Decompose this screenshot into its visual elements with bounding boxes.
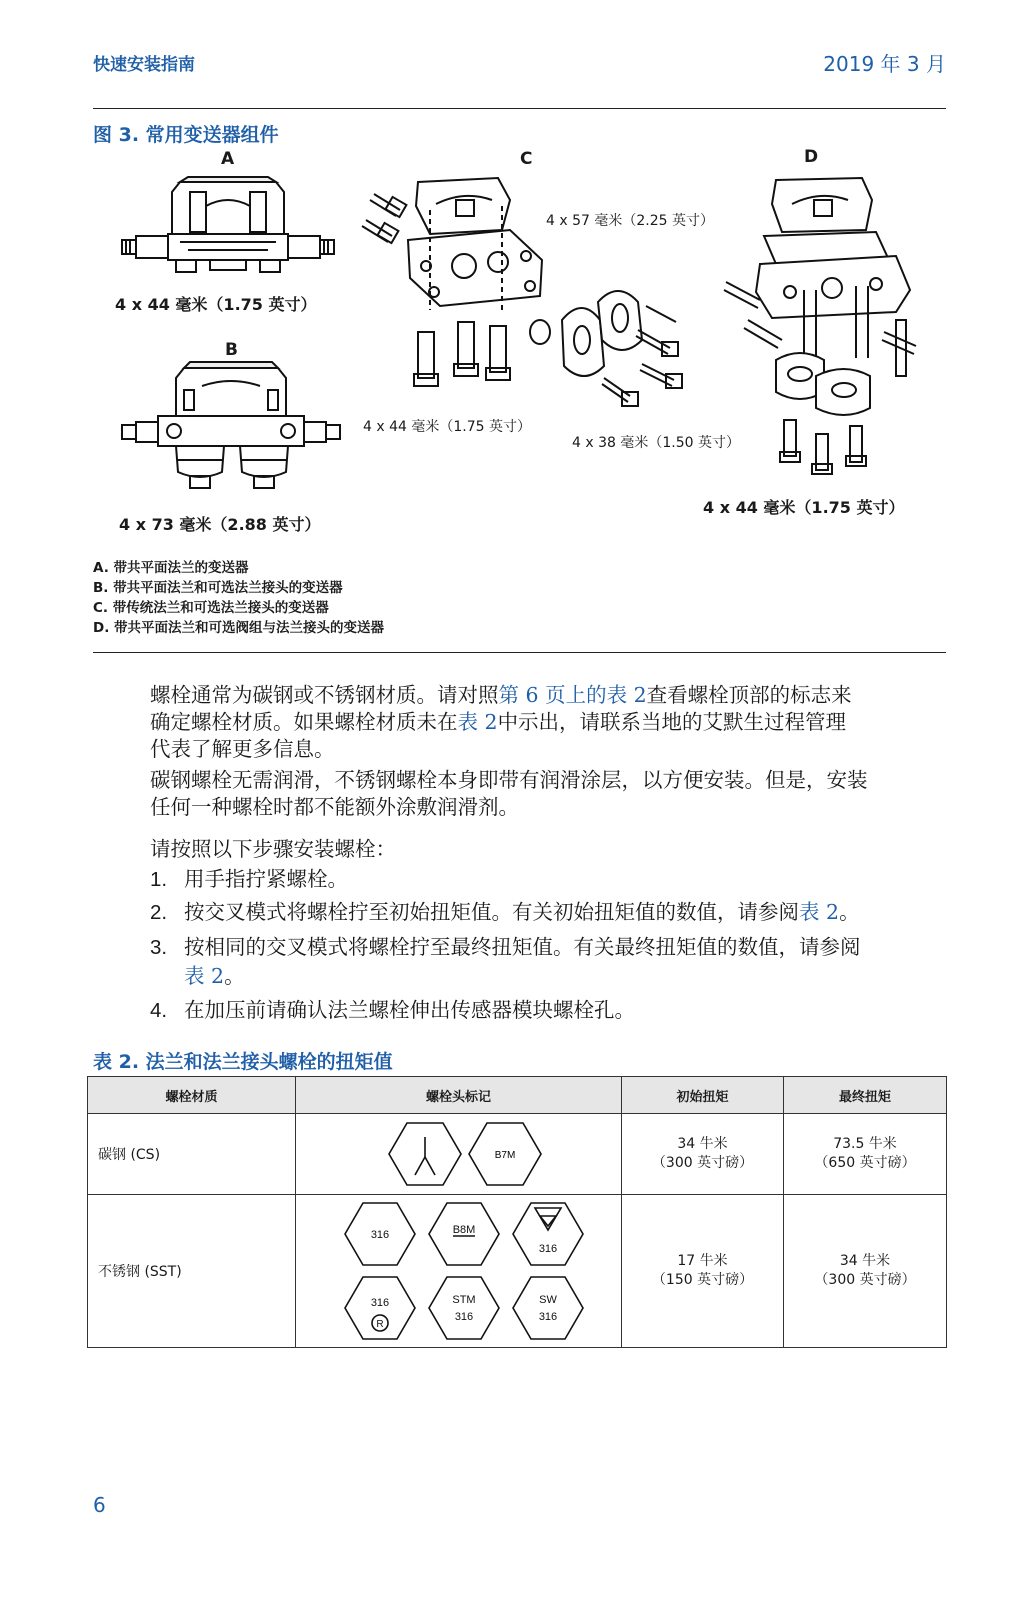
header-bolt-material: 螺栓材质 [88, 1077, 296, 1114]
initial-torque-sst [622, 1195, 784, 1348]
hex-head-icon [513, 1277, 583, 1339]
table-title: 表 2. 法兰和法兰接头螺栓的扭矩值 [93, 1051, 393, 1073]
step-2 [150, 898, 950, 927]
initial-torque-cs [622, 1114, 784, 1195]
hex-head-icon [513, 1203, 583, 1265]
initial-torque-value: 34 牛米 [677, 1136, 728, 1152]
p2-text-a: 碳钢螺栓无需润滑，不锈钢螺栓本身即带有润滑涂层，以方便安装。但是，安装 [150, 768, 868, 792]
step-text: 在加压前请确认法兰螺栓伸出传感器模块螺栓孔。 [184, 998, 635, 1022]
figure-label-d: D [804, 147, 819, 167]
p1-text-c: 确定螺栓材质。如果螺栓材质未在 [150, 710, 458, 734]
step-text: 按交叉模式将螺栓拧至初始扭矩值。有关初始扭矩值的数值，请参阅 [184, 900, 799, 924]
torque-table [87, 1076, 947, 1348]
legend-item-b: B. 带共平面法兰和可选法兰接头的变送器 [93, 580, 343, 596]
material-cell: 碳钢 (CS) [88, 1114, 296, 1195]
header-divider [93, 108, 946, 109]
stainless-steel-bolt-heads [297, 1196, 623, 1346]
step-text: 按相同的交叉模式将螺栓拧至最终扭矩值。有关最终扭矩值的数值，请参阅 [184, 935, 861, 959]
paragraph-lubrication [150, 767, 950, 821]
paragraph-steps-intro: 请按照以下步骤安装螺栓： [150, 837, 396, 861]
step-3 [150, 933, 950, 990]
mark-label: B8M [452, 1224, 476, 1236]
transmitter-d-illustration [720, 170, 935, 480]
step-number: 1. [150, 868, 168, 891]
link-table2[interactable]: 表 2 [457, 710, 498, 734]
bolt-marks-cs [296, 1114, 622, 1195]
transmitter-b-illustration [118, 360, 343, 495]
mark-label: STM [452, 1294, 476, 1306]
initial-torque-unit: （150 英寸磅） [651, 1272, 754, 1288]
table-header-row [88, 1077, 947, 1114]
p1-text-a: 螺栓通常为碳钢或不锈钢材质。请对照 [150, 683, 499, 707]
figure-label-a: A [221, 149, 235, 169]
mark-label: R [376, 1319, 384, 1330]
figure-title: 图 3. 常用变送器组件 [93, 124, 279, 146]
dimension-d-top: 4 x 57 毫米（2.25 英寸） [546, 213, 714, 229]
mark-label: 316 [370, 1297, 390, 1309]
step-number: 4. [150, 999, 168, 1022]
page-number: 6 [93, 1493, 106, 1517]
figure-label-b: B [225, 340, 238, 360]
legend-item-a: A. 带共平面法兰的变送器 [93, 560, 249, 576]
step-text-end: 。 [839, 900, 860, 924]
initial-torque-value: 17 牛米 [677, 1253, 728, 1269]
step-4 [150, 996, 950, 1025]
link-page6-table2[interactable]: 第 6 页上的表 2 [498, 683, 647, 707]
transmitter-c-illustration [360, 170, 690, 420]
dimension-a: 4 x 44 毫米（1.75 英寸） [115, 295, 317, 314]
header-title: 快速安装指南 [93, 55, 195, 75]
legend-item-d: D. 带共平面法兰和可选阀组与法兰接头的变送器 [93, 620, 385, 636]
final-torque-unit: （650 英寸磅） [814, 1155, 916, 1171]
step-number: 2. [150, 901, 168, 924]
figure-divider [93, 652, 946, 653]
dimension-c-adapter-bolts: 4 x 38 毫米（1.50 英寸） [572, 435, 740, 451]
mark-label: B7M [494, 1150, 516, 1161]
dimension-b: 4 x 73 毫米（2.88 英寸） [119, 515, 321, 534]
bolt-marks-sst [296, 1195, 622, 1348]
header-final-torque: 最终扭矩 [784, 1077, 947, 1114]
initial-torque-unit: （300 英寸磅） [651, 1155, 754, 1171]
figure-label-c: C [520, 149, 533, 169]
paragraph-bolt-material [150, 682, 950, 763]
table-row-carbon-steel [88, 1114, 947, 1195]
step-text: 用手指拧紧螺栓。 [184, 867, 348, 891]
p1-text-e: 代表了解更多信息。 [150, 737, 335, 761]
final-torque-sst [784, 1195, 947, 1348]
hex-head-icon [429, 1277, 499, 1339]
final-torque-unit: （300 英寸磅） [814, 1272, 916, 1288]
mark-label: 316 [538, 1311, 558, 1323]
header-initial-torque: 初始扭矩 [622, 1077, 784, 1114]
step-3-table-link[interactable]: 表 2 [184, 964, 225, 988]
material-cell: 不锈钢 (SST) [88, 1195, 296, 1348]
step-text-end: 。 [224, 964, 245, 988]
final-torque-cs [784, 1114, 947, 1195]
transmitter-a-illustration [118, 172, 338, 280]
header-date: 2019 年 3 月 [823, 52, 946, 76]
final-torque-value: 34 牛米 [839, 1253, 891, 1269]
step-1 [150, 865, 950, 894]
legend-item-c: C. 带传统法兰和可选法兰接头的变送器 [93, 600, 329, 616]
table-row-stainless-steel [88, 1195, 947, 1348]
header-bolt-head-marking: 螺栓头标记 [296, 1077, 622, 1114]
mark-label: 316 [454, 1311, 474, 1323]
final-torque-value: 73.5 牛米 [833, 1136, 897, 1152]
step-2-table-link[interactable]: 表 2 [799, 900, 840, 924]
mark-label: 316 [538, 1243, 558, 1255]
p1-text-d: 中示出，请联系当地的艾默生过程管理 [497, 710, 847, 734]
figure-legend [93, 558, 384, 638]
mark-label: SW [539, 1294, 557, 1306]
mark-label: 316 [370, 1229, 390, 1241]
carbon-steel-bolt-heads [297, 1115, 623, 1193]
step-number: 3. [150, 936, 168, 959]
p1-text-b: 查看螺栓顶部的标志来 [646, 683, 852, 707]
dimension-d-bottom: 4 x 44 毫米（1.75 英寸） [703, 498, 905, 517]
dimension-c-bolts: 4 x 44 毫米（1.75 英寸） [363, 419, 531, 435]
p2-text-b: 任何一种螺栓时都不能额外涂敷润滑剂。 [150, 795, 519, 819]
